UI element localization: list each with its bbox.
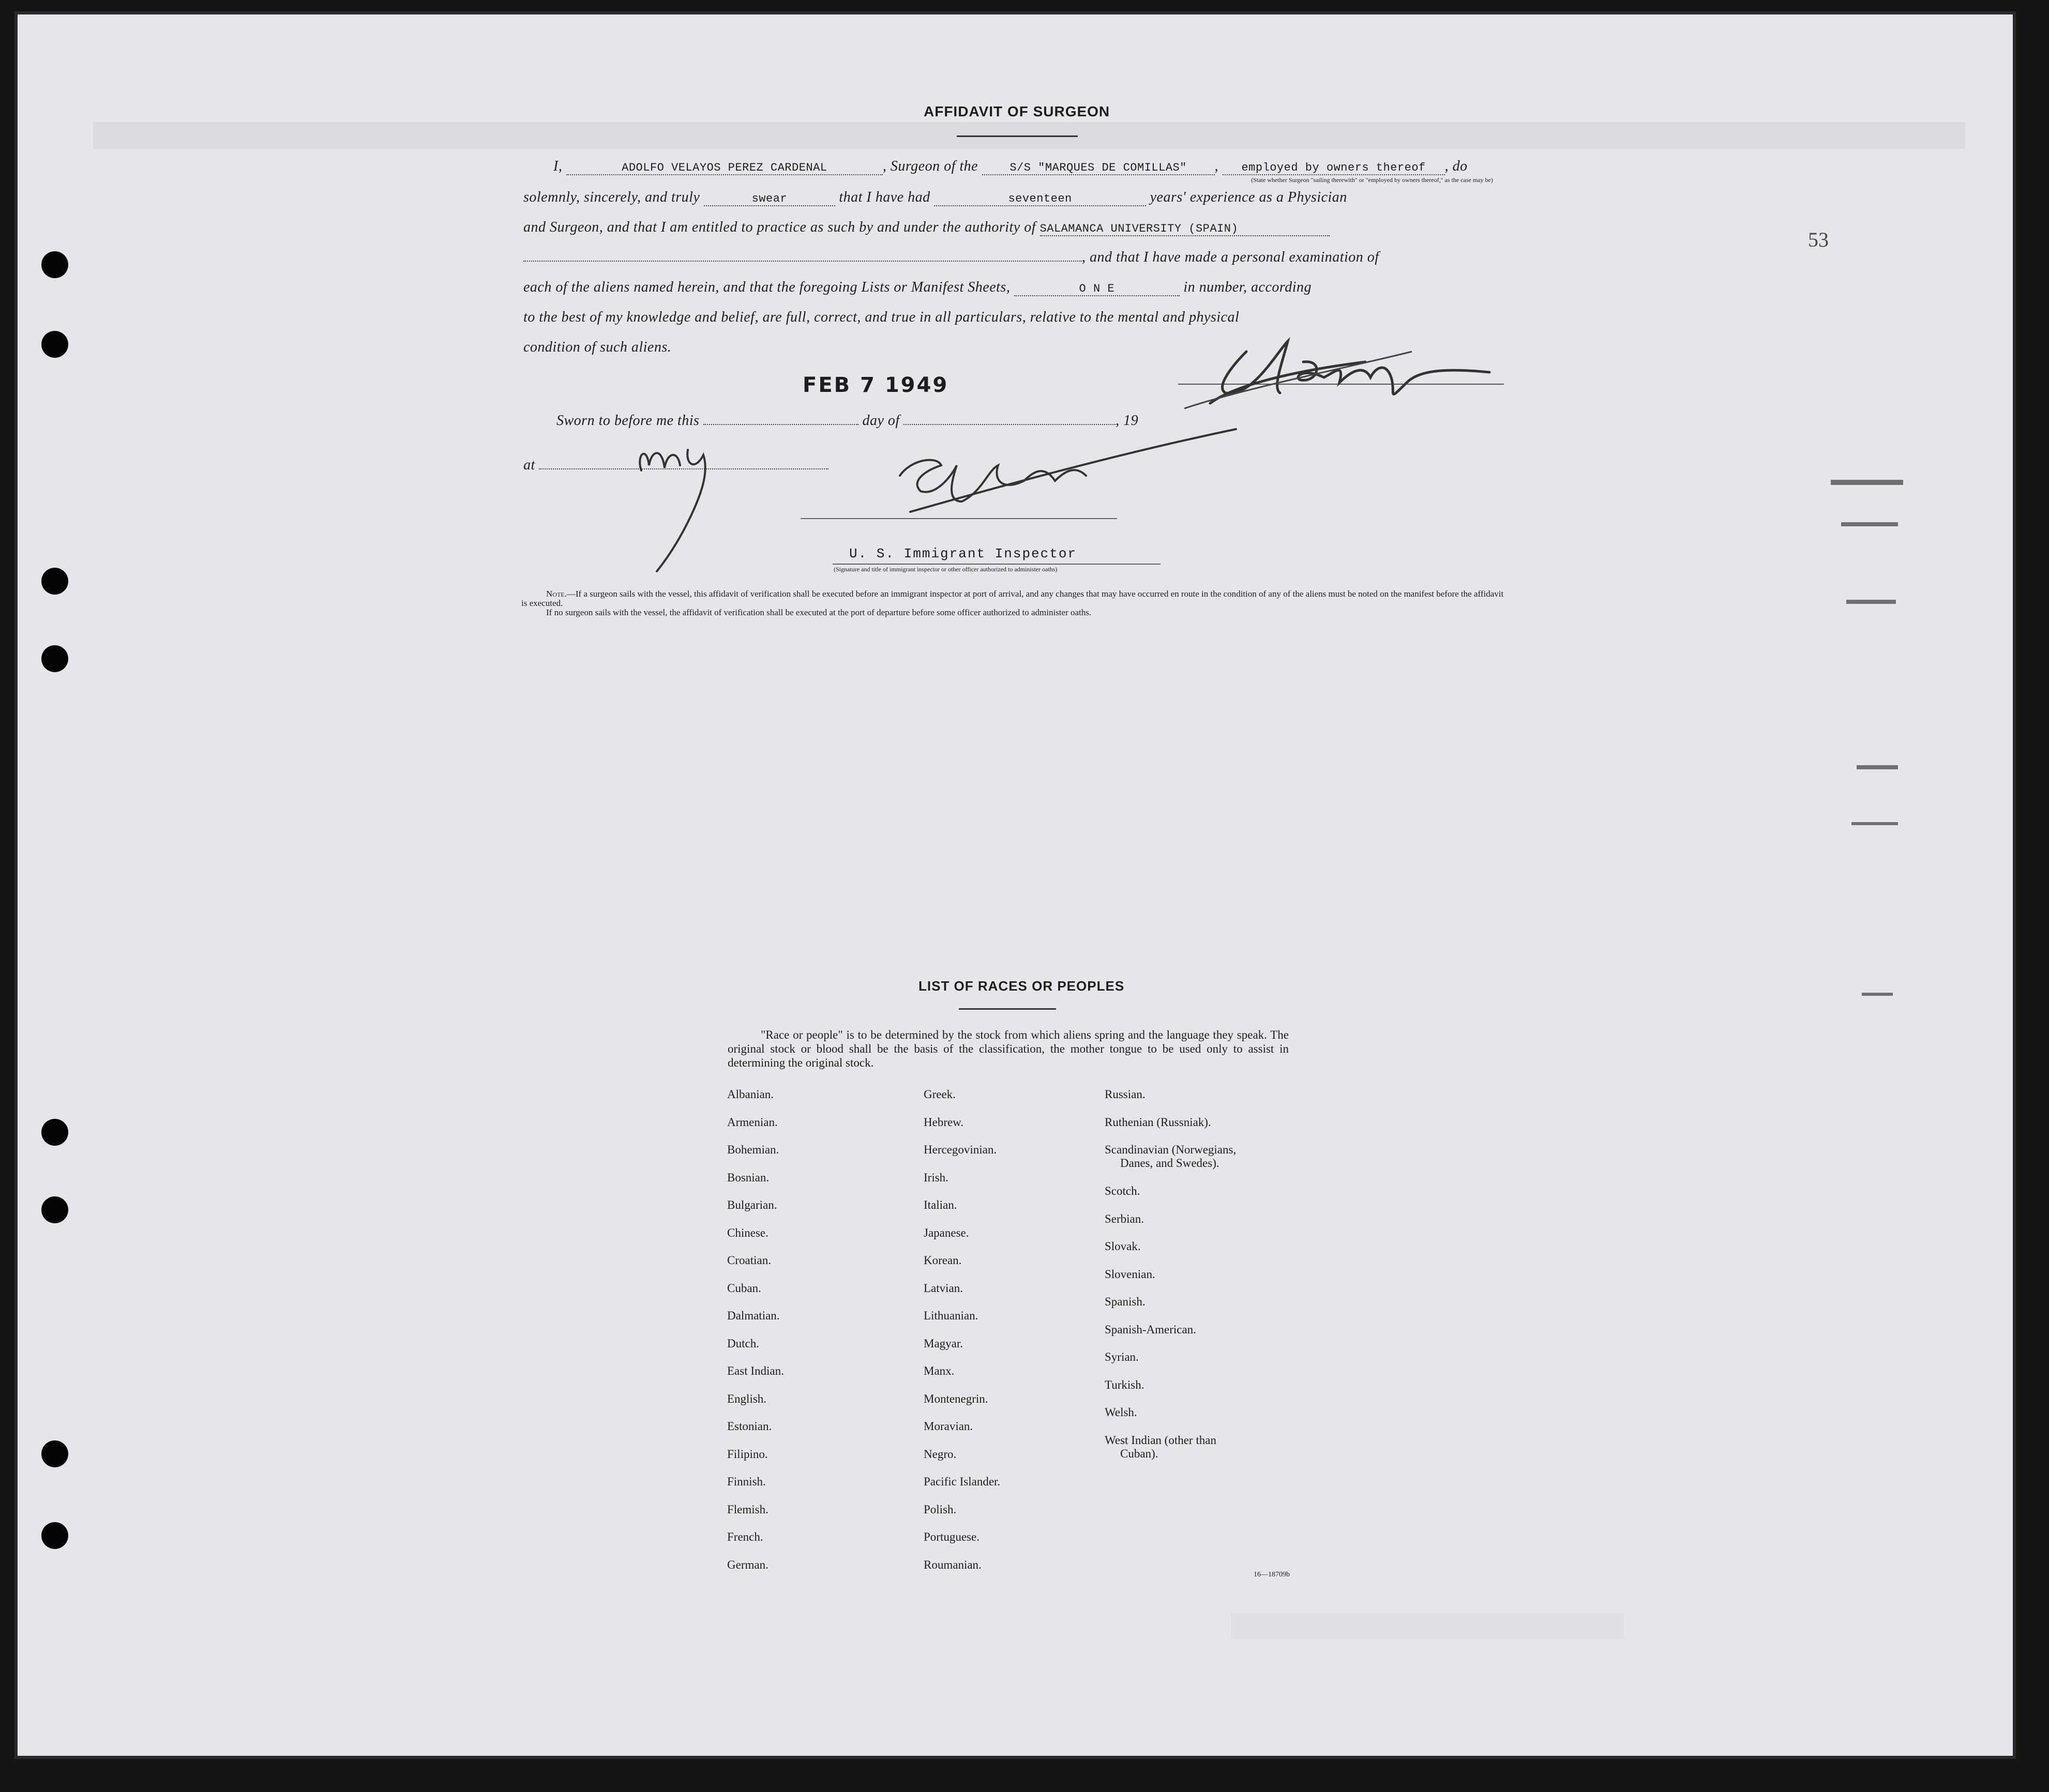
race-item: Hebrew. (924, 1115, 964, 1129)
years-field: seventeen (934, 192, 1146, 206)
affidavit-line-3: and Surgeon, and that I am entitled to practice as such by and under the authority of SALAMANCA UNIVERSITY (SPAIN) (523, 219, 1330, 236)
ship-name-field: S/S "MARQUES DE COMILLAS" (982, 161, 1215, 175)
punch-hole (41, 1119, 68, 1146)
race-item: Roumanian. (924, 1558, 982, 1571)
race-item: Flemish. (727, 1502, 769, 1516)
title-underline (957, 135, 1078, 137)
race-item: Slovak. (1105, 1240, 1141, 1253)
race-item: Polish. (924, 1502, 957, 1516)
race-item: Latvian. (924, 1281, 963, 1295)
punch-hole (41, 1196, 68, 1223)
race-item: English. (727, 1392, 767, 1405)
race-item: Lithuanian. (924, 1309, 978, 1322)
bleed-through-mark (1231, 1613, 1624, 1639)
inspector-signature-line (801, 518, 1117, 519)
race-item: Moravian. (924, 1420, 973, 1433)
race-item: Montenegrin. (924, 1392, 988, 1405)
race-item: Dalmatian. (727, 1309, 780, 1322)
race-item: Greek. (924, 1088, 956, 1101)
affidavit-line-6: to the best of my knowledge and belief, are full, correct, and true in all particulars, relative to the mental and physical (523, 309, 1240, 325)
race-item: Italian. (924, 1198, 957, 1211)
sworn-line: Sworn to before me this day of , 19 (556, 413, 1139, 429)
inspector-title-line (833, 564, 1161, 565)
race-item: Dutch. (727, 1337, 759, 1350)
punch-hole (41, 331, 68, 358)
punch-hole (41, 1522, 68, 1549)
races-intro: "Race or people" is to be determined by the stock from which aliens spring and the language they speak. The original stock or blood shall be the basis of the classification, the mother tongue to be used only to assist in determining the original stock. (728, 1028, 1289, 1069)
oath-field: swear (704, 192, 835, 206)
affidavit-note: Note.—If a surgeon sails with the vessel, this affidavit of verification shall be executed before an immigrant inspector at port of arrival, and any changes that may have occurred en route in the condition of any of the aliens must be noted on the manifest before the affidavit is executed. If no surgeon sails with the vessel, the affidavit of verification shall be executed at the port of departure before some officer authorized to administer oaths. (521, 589, 1504, 617)
race-item: Serbian. (1105, 1212, 1144, 1225)
race-item: German. (727, 1558, 769, 1571)
race-item: Chinese. (727, 1226, 769, 1239)
form-number: 16—18709b (1254, 1571, 1290, 1578)
race-item: Hercegovinian. (924, 1143, 997, 1156)
race-item: Scandinavian (Norwegians, (1105, 1143, 1237, 1156)
race-item: Negro. (924, 1447, 957, 1461)
affidavit-line-1: I, ADOLFO VELAYOS PEREZ CARDENAL , Surgeon of the S/S "MARQUES DE COMILLAS" , employed by owners thereof , do (553, 158, 1468, 174)
race-item: Estonian. (727, 1420, 772, 1433)
race-item: Finnish. (727, 1475, 766, 1488)
race-item: Spanish-American. (1105, 1323, 1196, 1336)
race-item: Japanese. (924, 1226, 969, 1239)
race-item: Bosnian. (727, 1171, 770, 1184)
race-item: Bohemian. (727, 1143, 779, 1156)
employment-hint: (State whether Surgeon "sailing therewith" or "employed by owners thereof," as the case may be) (1251, 176, 1493, 184)
races-title: LIST OF RACES OR PEOPLES (918, 978, 1125, 994)
race-item: Portuguese. (924, 1530, 980, 1543)
race-item: Welsh. (1105, 1406, 1137, 1419)
race-item: Syrian. (1105, 1350, 1139, 1363)
at-line: at (523, 457, 828, 474)
inspector-signature (879, 424, 1241, 527)
inspector-title: U. S. Immigrant Inspector (849, 546, 1077, 561)
race-item: Spanish. (1105, 1295, 1146, 1308)
races-title-underline (959, 1008, 1056, 1010)
affidavit-line-2: solemnly, sincerely, and truly swear that I have had seventeen years' experience as a Physician (523, 189, 1347, 205)
race-item: Filipino. (727, 1447, 768, 1461)
affidavit-line-5: each of the aliens named herein, and that the foregoing Lists or Manifest Sheets, O N E in number, according (523, 279, 1312, 295)
punch-hole (41, 1440, 68, 1467)
race-item: Croatian. (727, 1254, 771, 1267)
punch-hole (41, 568, 68, 595)
authority-continuation-field (523, 261, 1082, 262)
race-item: Ruthenian (Russniak). (1105, 1115, 1211, 1129)
race-item: French. (727, 1530, 763, 1543)
handwritten-place (631, 439, 750, 574)
race-item: Danes, and Swedes). (1120, 1157, 1219, 1170)
race-item: Magyar. (924, 1337, 963, 1350)
race-item: Irish. (924, 1171, 948, 1184)
race-item: Scotch. (1105, 1184, 1140, 1197)
race-item: Korean. (924, 1254, 962, 1267)
race-item: East Indian. (727, 1364, 784, 1377)
race-item: Manx. (924, 1364, 955, 1377)
races-column-2 (924, 1088, 1000, 1586)
race-item: Turkish. (1105, 1378, 1144, 1391)
surgeon-name-field: ADOLFO VELAYOS PEREZ CARDENAL (566, 161, 883, 175)
affidavit-line-7: condition of such aliens. (523, 339, 672, 355)
race-item: Albanian. (727, 1088, 774, 1101)
races-column-1 (727, 1088, 784, 1586)
authority-field: SALAMANCA UNIVERSITY (SPAIN) (1040, 222, 1330, 236)
affidavit-title: AFFIDAVIT OF SURGEON (924, 103, 1110, 119)
sworn-day-field (703, 424, 858, 425)
race-item: Cuban). (1120, 1447, 1158, 1460)
punch-hole (41, 251, 68, 278)
sheets-count-field: O N E (1014, 282, 1180, 296)
inspector-hint: (Signature and title of immigrant inspector or other officer authorized to administer oaths) (834, 566, 1058, 573)
race-item: Cuban. (727, 1281, 761, 1295)
surgeon-signature (1169, 331, 1520, 414)
race-item: West Indian (other than (1105, 1433, 1216, 1447)
punch-hole (41, 645, 68, 672)
race-item: Pacific Islander. (924, 1475, 1001, 1488)
race-item: Bulgarian. (727, 1198, 777, 1211)
race-item: Armenian. (727, 1115, 778, 1129)
race-item: Russian. (1105, 1088, 1146, 1101)
race-item: Slovenian. (1105, 1267, 1155, 1281)
page-number: 53 (1808, 228, 1829, 251)
employment-field: employed by owners thereof (1223, 161, 1445, 175)
document-page (14, 11, 2016, 1759)
affidavit-line-4: , and that I have made a personal examination of (523, 249, 1379, 266)
races-column-3 (1105, 1088, 1236, 1475)
date-stamp: FEB 7 1949 (803, 373, 949, 397)
